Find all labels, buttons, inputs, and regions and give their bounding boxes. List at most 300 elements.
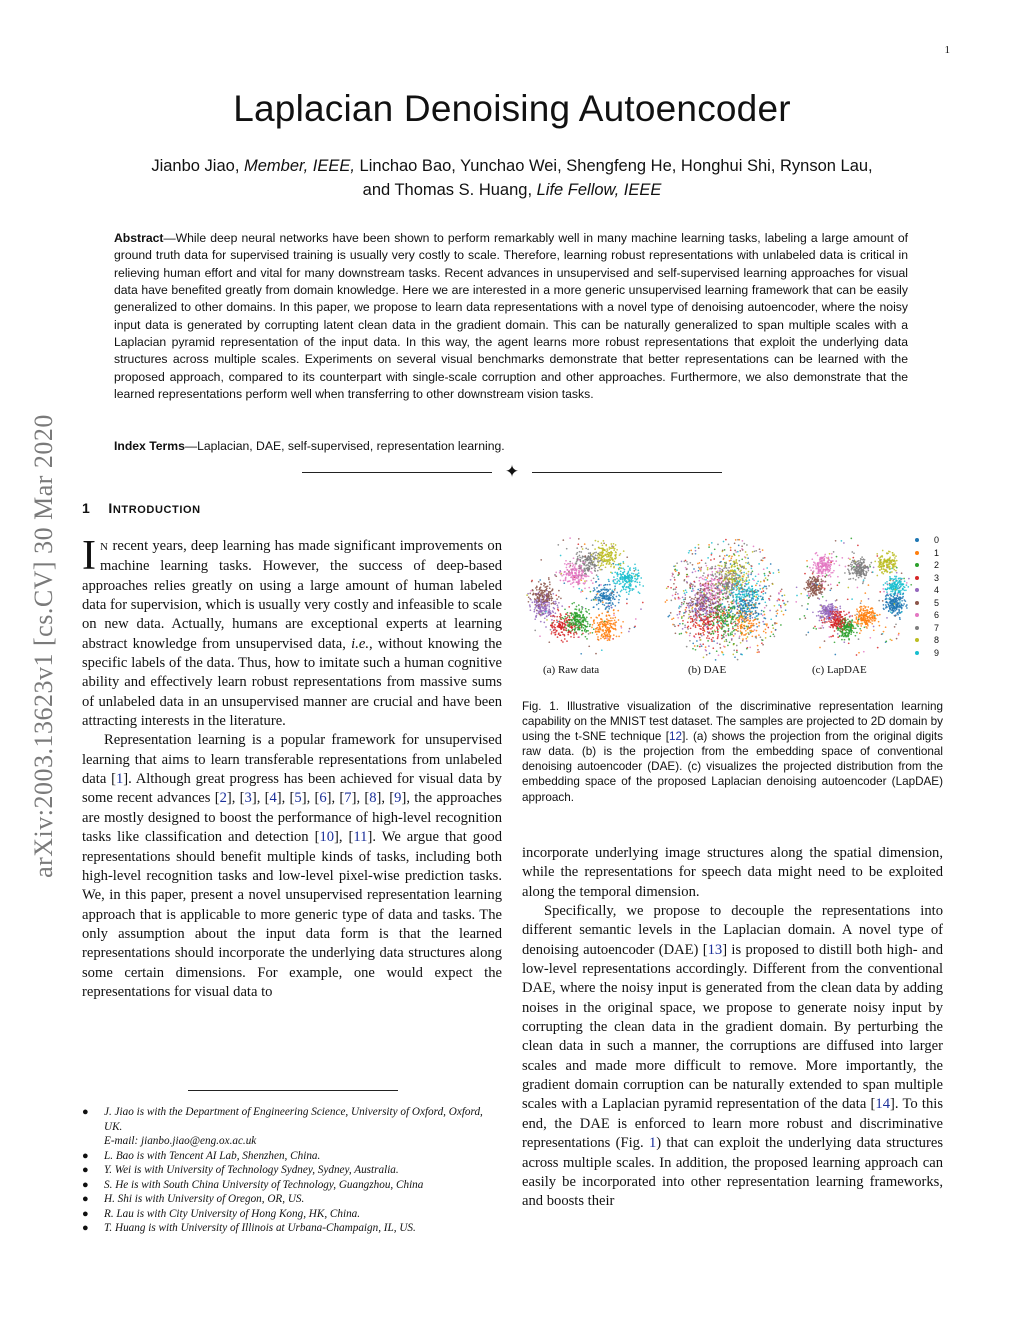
tsne-point <box>908 578 910 580</box>
tsne-point <box>620 553 622 555</box>
tsne-point <box>733 580 735 582</box>
tsne-point <box>615 557 617 559</box>
tsne-point <box>628 570 630 572</box>
tsne-point <box>751 585 753 587</box>
tsne-point <box>560 616 562 618</box>
tsne-point <box>743 607 745 609</box>
tsne-point <box>561 575 563 577</box>
tsne-point <box>709 601 711 603</box>
tsne-point <box>730 608 732 610</box>
tsne-point <box>740 603 742 605</box>
tsne-point <box>714 598 716 600</box>
tsne-point <box>760 559 762 561</box>
citation-link[interactable]: 11 <box>353 829 368 846</box>
tsne-point <box>871 620 873 622</box>
tsne-point <box>816 572 818 574</box>
tsne-point <box>862 559 864 561</box>
tsne-point <box>534 630 536 632</box>
tsne-point <box>737 620 739 622</box>
tsne-point <box>732 628 734 630</box>
tsne-point <box>755 594 757 596</box>
tsne-point <box>571 613 573 615</box>
tsne-point <box>609 552 611 554</box>
tsne-point <box>713 608 715 610</box>
tsne-point <box>693 568 695 570</box>
tsne-point <box>865 610 867 612</box>
tsne-point <box>749 627 751 629</box>
tsne-point <box>780 590 782 592</box>
tsne-point <box>623 588 625 590</box>
tsne-point <box>734 554 736 556</box>
tsne-point <box>691 608 693 610</box>
tsne-point <box>842 629 844 631</box>
tsne-point <box>684 598 686 600</box>
tsne-point <box>767 579 769 581</box>
tsne-point <box>899 617 901 619</box>
tsne-point <box>717 593 719 595</box>
tsne-point <box>615 629 617 631</box>
tsne-point <box>717 636 719 638</box>
bullet-icon: ● <box>82 1222 89 1234</box>
tsne-point <box>625 589 627 591</box>
tsne-point <box>728 544 730 546</box>
tsne-point <box>744 621 746 623</box>
tsne-point <box>605 621 607 623</box>
tsne-point <box>749 588 751 590</box>
tsne-point <box>715 565 717 567</box>
tsne-point <box>818 592 820 594</box>
tsne-point <box>607 623 609 625</box>
tsne-point <box>895 577 897 579</box>
tsne-point <box>559 634 561 636</box>
tsne-point <box>588 562 590 564</box>
tsne-point <box>598 578 600 580</box>
authors-line2-a: and Thomas S. Huang, <box>362 181 537 199</box>
tsne-point <box>597 622 599 624</box>
tsne-point <box>709 624 711 626</box>
tsne-point <box>633 567 635 569</box>
tsne-point <box>603 540 605 542</box>
tsne-point <box>727 570 729 572</box>
tsne-point <box>538 612 540 614</box>
tsne-point <box>721 651 723 653</box>
tsne-point <box>758 590 760 592</box>
tsne-point <box>770 595 772 597</box>
tsne-point <box>731 577 733 579</box>
tsne-point <box>885 626 887 628</box>
tsne-point <box>560 555 562 557</box>
tsne-point <box>905 605 907 607</box>
tsne-point <box>613 576 615 578</box>
tsne-point <box>581 571 583 573</box>
tsne-point <box>711 583 713 585</box>
tsne-point <box>689 562 691 564</box>
tsne-point <box>709 593 711 595</box>
tsne-point <box>868 598 870 600</box>
tsne-point <box>743 574 745 576</box>
tsne-point <box>889 572 891 574</box>
tsne-point <box>755 602 757 604</box>
tsne-point <box>745 579 747 581</box>
tsne-point <box>579 568 581 570</box>
tsne-point <box>597 541 599 543</box>
citation-link[interactable]: 6 <box>319 790 327 807</box>
tsne-point <box>596 594 598 596</box>
tsne-point <box>620 591 622 593</box>
tsne-point <box>560 573 562 575</box>
tsne-point <box>719 574 721 576</box>
tsne-point <box>593 606 595 608</box>
tsne-point <box>731 610 733 612</box>
tsne-point <box>741 634 743 636</box>
tsne-point <box>702 620 704 622</box>
citation-link[interactable]: 3 <box>244 790 252 807</box>
tsne-point <box>697 624 699 626</box>
tsne-point <box>534 618 536 620</box>
tsne-point <box>739 580 741 582</box>
tsne-point <box>703 600 705 602</box>
tsne-point <box>740 583 742 585</box>
tsne-point <box>738 610 740 612</box>
tsne-point <box>686 591 688 593</box>
tsne-point <box>724 614 726 616</box>
tsne-point <box>534 609 536 611</box>
tsne-point <box>574 620 576 622</box>
tsne-point <box>711 639 713 641</box>
tsne-point <box>829 589 831 591</box>
tsne-point <box>720 598 722 600</box>
tsne-point <box>725 618 727 620</box>
citation-link[interactable]: 5 <box>294 790 302 807</box>
tsne-point <box>563 582 565 584</box>
tsne-point <box>742 605 744 607</box>
tsne-point <box>582 563 584 565</box>
tsne-point <box>679 613 681 615</box>
tsne-point <box>711 611 713 613</box>
tsne-point <box>691 583 693 585</box>
tsne-point <box>608 580 610 582</box>
tsne-point <box>848 611 850 613</box>
tsne-point <box>711 578 713 580</box>
tsne-point <box>612 598 614 600</box>
tsne-point <box>725 539 727 541</box>
tsne-point <box>709 653 711 655</box>
tsne-point <box>570 624 572 626</box>
tsne-point <box>768 575 770 577</box>
tsne-point <box>707 575 709 577</box>
tsne-point <box>881 555 883 557</box>
tsne-point <box>577 543 579 545</box>
tsne-point <box>781 595 783 597</box>
tsne-point <box>707 557 709 559</box>
tsne-point <box>689 587 691 589</box>
tsne-point <box>619 573 621 575</box>
footnote-email: E-mail: jianbo.jiao@eng.ox.ac.uk <box>104 1135 257 1147</box>
tsne-point <box>611 564 613 566</box>
tsne-point <box>757 599 759 601</box>
tsne-point <box>580 551 582 553</box>
tsne-point <box>873 567 875 569</box>
tsne-point <box>598 629 600 631</box>
tsne-point <box>634 578 636 580</box>
tsne-point <box>590 591 592 593</box>
tsne-point <box>749 618 751 620</box>
tsne-point <box>548 591 550 593</box>
tsne-point <box>586 575 588 577</box>
tsne-point <box>711 580 713 582</box>
tsne-point <box>855 635 857 637</box>
tsne-point <box>730 557 732 559</box>
tsne-point <box>808 597 810 599</box>
tsne-point <box>744 580 746 582</box>
tsne-point <box>556 630 558 632</box>
tsne-point <box>605 594 607 596</box>
tsne-point <box>703 608 705 610</box>
tsne-point <box>859 632 861 634</box>
citation-link[interactable]: 4 <box>269 790 277 807</box>
citation-link[interactable]: 8 <box>369 790 377 807</box>
tsne-point <box>755 606 757 608</box>
citation-link[interactable]: 1 <box>115 771 124 788</box>
tsne-point <box>873 626 875 628</box>
tsne-point <box>674 569 676 571</box>
tsne-point <box>855 621 857 623</box>
tsne-point <box>684 579 686 581</box>
tsne-point <box>554 629 556 631</box>
tsne-point <box>818 627 820 629</box>
tsne-point <box>780 624 782 626</box>
citation-link[interactable]: 10 <box>319 829 335 846</box>
tsne-point <box>705 594 707 596</box>
intro-p2-text: ], [ <box>334 829 354 846</box>
citation-link[interactable]: 2 <box>219 790 227 807</box>
tsne-point <box>712 637 714 639</box>
tsne-point <box>746 592 748 594</box>
citation-link[interactable]: 9 <box>394 790 402 807</box>
tsne-point <box>730 634 732 636</box>
tsne-point <box>892 591 894 593</box>
tsne-point <box>548 594 550 596</box>
tsne-point <box>573 557 575 559</box>
tsne-point <box>580 567 582 569</box>
tsne-point <box>796 595 798 597</box>
tsne-point <box>596 627 598 629</box>
tsne-point <box>679 623 681 625</box>
tsne-point <box>628 591 630 593</box>
tsne-point <box>754 550 756 552</box>
tsne-point <box>765 577 767 579</box>
tsne-point <box>737 612 739 614</box>
tsne-point <box>834 654 836 656</box>
tsne-point <box>599 597 601 599</box>
tsne-point <box>673 617 675 619</box>
tsne-point <box>606 596 608 598</box>
tsne-point <box>728 606 730 608</box>
tsne-point <box>763 581 765 583</box>
tsne-point <box>570 583 572 585</box>
tsne-point <box>763 568 765 570</box>
tsne-point <box>717 565 719 567</box>
tsne-point <box>711 609 713 611</box>
tsne-point <box>785 609 787 611</box>
tsne-point <box>626 591 628 593</box>
tsne-point <box>583 569 585 571</box>
tsne-point <box>720 608 722 610</box>
tsne-point <box>607 556 609 558</box>
authors-line2-role: Life Fellow, IEEE <box>536 181 662 199</box>
tsne-point <box>742 616 744 618</box>
tsne-point <box>727 633 729 635</box>
tsne-point <box>695 622 697 624</box>
tsne-point <box>727 623 729 625</box>
tsne-point <box>635 618 637 620</box>
figure-1-tsne-plots <box>518 530 948 680</box>
tsne-point <box>615 544 617 546</box>
tsne-point <box>745 633 747 635</box>
tsne-point <box>596 574 598 576</box>
tsne-point <box>686 646 688 648</box>
tsne-point <box>844 572 846 574</box>
tsne-point <box>882 550 884 552</box>
tsne-point <box>695 550 697 552</box>
tsne-point <box>575 562 577 564</box>
tsne-point <box>616 549 618 551</box>
tsne-point <box>694 645 696 647</box>
tsne-point <box>843 641 845 643</box>
tsne-point <box>596 633 598 635</box>
tsne-point <box>745 557 747 559</box>
tsne-point <box>739 571 741 573</box>
tsne-point <box>585 636 587 638</box>
tsne-point <box>711 627 713 629</box>
section-title-rest: NTRODUCTION <box>112 504 201 516</box>
tsne-point <box>620 578 622 580</box>
tsne-point <box>876 555 878 557</box>
tsne-point <box>627 573 629 575</box>
tsne-point <box>552 597 554 599</box>
tsne-point <box>868 584 870 586</box>
tsne-point <box>708 645 710 647</box>
tsne-point <box>670 579 672 581</box>
bullet-icon: ● <box>82 1106 89 1118</box>
tsne-point <box>612 617 614 619</box>
tsne-point <box>721 590 723 592</box>
tsne-point <box>860 600 862 602</box>
tsne-point <box>555 572 557 574</box>
tsne-point <box>631 579 633 581</box>
tsne-point <box>695 608 697 610</box>
tsne-point <box>741 623 743 625</box>
tsne-point <box>557 544 559 546</box>
intro-paragraph-2 <box>82 731 502 1002</box>
tsne-point <box>684 624 686 626</box>
tsne-point <box>550 594 552 596</box>
tsne-point <box>724 612 726 614</box>
tsne-point <box>603 593 605 595</box>
tsne-point <box>726 589 728 591</box>
tsne-point <box>832 621 834 623</box>
tsne-point <box>892 580 894 582</box>
tsne-point <box>705 650 707 652</box>
tsne-point <box>837 636 839 638</box>
tsne-point <box>602 636 604 638</box>
tsne-point <box>889 576 891 578</box>
tsne-point <box>675 593 677 595</box>
citation-link[interactable]: 7 <box>344 790 352 807</box>
tsne-point <box>613 543 615 545</box>
tsne-point <box>708 617 710 619</box>
tsne-point <box>708 638 710 640</box>
tsne-point <box>748 595 750 597</box>
bullet-icon: ● <box>82 1149 89 1162</box>
tsne-point <box>900 611 902 613</box>
tsne-point <box>734 615 736 617</box>
tsne-point <box>689 640 691 642</box>
tsne-point <box>686 568 688 570</box>
tsne-point <box>721 623 723 625</box>
tsne-point <box>892 586 894 588</box>
tsne-point <box>724 575 726 577</box>
tsne-point <box>582 555 584 557</box>
tsne-point <box>606 561 608 563</box>
tsne-point <box>859 628 861 630</box>
tsne-point <box>700 617 702 619</box>
tsne-point <box>889 609 891 611</box>
tsne-point <box>705 562 707 564</box>
tsne-point <box>755 575 757 577</box>
tsne-point <box>695 553 697 555</box>
tsne-point <box>822 627 824 629</box>
tsne-point <box>568 571 570 573</box>
tsne-point <box>878 600 880 602</box>
tsne-point <box>571 571 573 573</box>
tsne-point <box>751 635 753 637</box>
tsne-point <box>560 614 562 616</box>
tsne-point <box>603 598 605 600</box>
tsne-point <box>575 569 577 571</box>
tsne-point <box>623 550 625 552</box>
tsne-point <box>567 625 569 627</box>
tsne-point <box>776 613 778 615</box>
tsne-point <box>737 551 739 553</box>
tsne-point <box>526 594 528 596</box>
tsne-point <box>694 594 696 596</box>
tsne-point <box>741 598 743 600</box>
tsne-point <box>561 631 563 633</box>
tsne-point <box>721 565 723 567</box>
intro-p2-text: ], [ <box>376 790 395 807</box>
tsne-point <box>722 612 724 614</box>
tsne-point <box>862 619 864 621</box>
tsne-point <box>821 593 823 595</box>
tsne-point <box>745 551 747 553</box>
tsne-point <box>902 605 904 607</box>
tsne-point <box>726 615 728 617</box>
tsne-point <box>741 558 743 560</box>
tsne-point <box>739 594 741 596</box>
tsne-point <box>581 576 583 578</box>
tsne-point <box>743 543 745 545</box>
tsne-point <box>740 612 742 614</box>
tsne-point <box>692 584 694 586</box>
tsne-point <box>722 610 724 612</box>
tsne-point <box>568 629 570 631</box>
tsne-point <box>726 624 728 626</box>
abstract-text: —While deep neural networks have been shown to perform remarkably well in many machine learning tasks, labeling a large amount of ground truth data for supervised training is usually very costly to scale. Therefore, learning robust representations with unlabeled data is critical in relieving human effort and vital for many downstream tasks. Recent advances in unsupervised and self-supervised learning approaches for visual data have benefited greatly from domain knowledge. Here we are interested in a more generic unsupervised learning framework that can be easily generalized to other domains. In this paper, we propose to learn data representations with a novel type of denoising autoencoder, where the noisy input data is generated by corrupting latent clean data in the gradient domain. This can be naturally generalized to span multiple scales with a Laplacian pyramid representation of the input data. In this way, the agent learns more robust representations that exploit the underlying data structures across multiple scales. Experiments on several visual benchmarks demonstrate that better representations can be learned with the proposed approach, compared to its counterpart with single-scale corruption and other approaches. Furthermore, we also demonstrate that the learned representations perform well when transferring to other downstream vision tasks. <box>114 231 908 402</box>
tsne-point <box>731 579 733 581</box>
tsne-point <box>606 631 608 633</box>
tsne-point <box>762 599 764 601</box>
